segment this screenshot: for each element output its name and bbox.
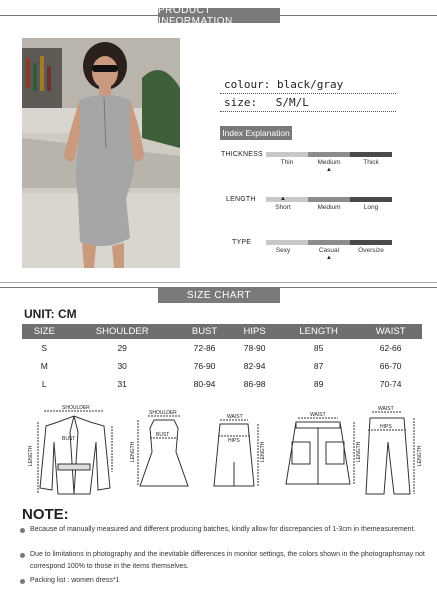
dress-diagram	[138, 416, 188, 486]
pants-length-label: LENGTH	[417, 445, 423, 466]
colour-value: black/gray	[276, 78, 344, 91]
product-photo	[22, 38, 180, 268]
jacket-bust-label: BUST	[62, 436, 76, 442]
type-seg-oversize	[350, 240, 392, 245]
jacket-diagram	[38, 411, 112, 494]
cell: 62-66	[379, 343, 402, 353]
colour-label: colour:	[224, 78, 271, 91]
table-row	[22, 375, 422, 393]
measurement-diagrams	[18, 402, 428, 502]
table-row	[22, 357, 422, 375]
cell: 80-94	[193, 379, 216, 389]
length-seg-long	[350, 197, 392, 202]
cell: 85	[313, 343, 324, 353]
col-size: SIZE	[22, 324, 67, 339]
jacket-shoulder-label: SHOULDER	[62, 405, 90, 411]
type-opt-oversize: Oversize	[358, 247, 384, 254]
thickness-opt-thick: Thick	[363, 159, 379, 166]
cell: L	[41, 379, 47, 389]
skirt-length-label: LENGTH	[260, 441, 266, 462]
length-seg-short	[266, 197, 308, 202]
mini-skirt-diagram	[286, 418, 354, 484]
unit-label: UNIT: CM	[24, 307, 77, 321]
col-waist: WAIST	[359, 324, 422, 339]
dress-shoulder-label: SHOULDER	[149, 410, 177, 416]
cell: 76-90	[193, 361, 216, 371]
cell: 31	[117, 379, 127, 389]
type-seg-casual	[308, 240, 350, 245]
size-line	[224, 96, 309, 109]
thickness-opt-medium: Medium	[317, 159, 341, 166]
type-opt-sexy: Sexy	[275, 247, 291, 254]
note-item: Because of manually measured and different producing batches, kindly allow for discrepancies of 1-3cm in themeasurement.	[30, 526, 416, 533]
col-bust: BUST	[178, 324, 231, 339]
size-table	[22, 324, 422, 393]
type-seg-sexy	[266, 240, 308, 245]
mini-skirt-waist-label: WAIST	[310, 412, 326, 418]
length-marker-icon: ▲	[280, 196, 286, 202]
dress-length-label: LENGTH	[130, 441, 136, 462]
length-opt-long: Long	[363, 204, 379, 211]
thickness-marker-icon: ▲	[326, 167, 332, 173]
skirt-hips-label: HIPS	[228, 438, 240, 444]
cell: 87	[313, 361, 324, 371]
skirt-diagram	[214, 420, 258, 486]
size-chart-banner	[158, 288, 280, 303]
length-label: LENGTH	[226, 196, 256, 203]
length-seg-medium	[308, 197, 350, 202]
thickness-seg-medium	[308, 152, 350, 157]
cell: 30	[117, 361, 127, 371]
note-title: NOTE:	[22, 506, 69, 523]
bullet-icon	[20, 579, 25, 584]
skirt-waist-label: WAIST	[227, 414, 243, 420]
size-table-header	[22, 324, 422, 339]
model-photo-image	[22, 38, 180, 268]
dress-bust-label: BUST	[156, 432, 170, 438]
col-hips: HIPS	[231, 324, 278, 339]
table-row	[22, 339, 422, 357]
type-marker-icon: ▲	[326, 255, 332, 261]
bullet-icon	[20, 553, 25, 558]
bullet-icon	[20, 528, 25, 533]
col-shoulder: SHOULDER	[67, 324, 178, 339]
cell: 29	[117, 343, 127, 353]
product-info-title: PRODUCT INFORMATION	[158, 4, 233, 27]
length-opt-short: Short	[275, 204, 291, 211]
thickness-seg-thin	[266, 152, 308, 157]
thickness-opt-thin: Thin	[280, 159, 294, 166]
pants-hips-label: HIPS	[380, 424, 392, 430]
pants-waist-label: WAIST	[378, 406, 394, 412]
type-opt-casual: Casual	[318, 247, 340, 254]
size-value: S/M/L	[275, 96, 309, 109]
cell: 78-90	[243, 343, 266, 353]
colour-underline	[220, 93, 396, 94]
cell: S	[41, 343, 48, 353]
product-info-banner	[158, 4, 280, 27]
index-explanation-title: Index Explanation	[220, 126, 292, 140]
cell: 70-74	[379, 379, 402, 389]
note-item: Packing list : women dress*1	[30, 577, 120, 584]
cell: 82-94	[243, 361, 266, 371]
cell: M	[40, 361, 48, 371]
jacket-length-label: LENGTH	[28, 445, 34, 466]
size-chart-rule-top	[0, 282, 437, 283]
cell: 66-70	[379, 361, 402, 371]
thickness-label: THICKNESS	[221, 151, 263, 158]
cell: 72-86	[193, 343, 216, 353]
thickness-seg-thick	[350, 152, 392, 157]
size-chart-title: SIZE CHART	[186, 290, 252, 301]
size-underline	[220, 111, 396, 112]
size-label: size:	[224, 96, 258, 109]
colour-line	[224, 78, 343, 91]
type-label: TYPE	[232, 239, 252, 246]
note-item: Due to limitations in photography and the inevitable differences in monitor settings, the colors shown in the photographsmay not correspond 100% to those in the items themselves.	[30, 551, 425, 570]
cell: 86-98	[243, 379, 266, 389]
cell: 89	[313, 379, 324, 389]
length-opt-medium: Medium	[317, 204, 341, 211]
mini-skirt-length-label: LENGTH	[356, 441, 362, 462]
col-length: LENGTH	[278, 324, 359, 339]
